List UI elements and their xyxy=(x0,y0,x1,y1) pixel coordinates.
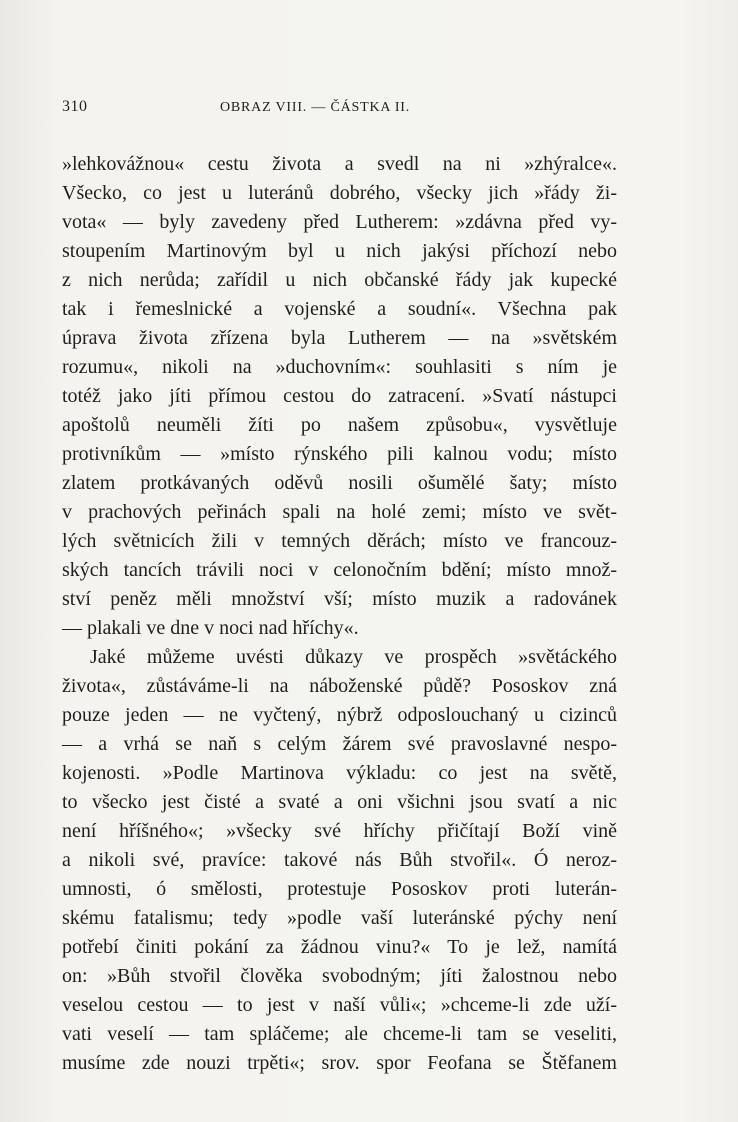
text-line: kojenosti. »Podle Martinova výkladu: co jest na světě, xyxy=(62,762,617,784)
text-line: pouze jeden — ne vyčtený, nýbrž odposlouchaný u cizinců xyxy=(62,704,617,726)
text-line: Jaké můžeme uvésti důkazy ve prospěch »světáckého xyxy=(90,646,617,668)
page-header xyxy=(62,98,682,122)
text-line: v prachových peřinách spali na holé zemi; místo ve svět- xyxy=(62,501,617,523)
text-line: úprava života zřízena byla Lutherem — na »světském xyxy=(62,327,617,349)
text-line: a nikoli své, pravíce: takové nás Bůh stvořil«. Ó neroz- xyxy=(62,849,617,871)
text-line: ských tancích trávili noci v celonočním bdění; místo množ- xyxy=(62,559,617,581)
text-line: — plakali ve dne v noci nad hříchy«. xyxy=(62,617,359,639)
text-line: protivníkům — »místo rýnského pili kalnou vodu; místo xyxy=(62,443,617,465)
body-text xyxy=(62,150,617,1078)
text-line: musíme zde nouzi trpěti«; srov. spor Feofana se Štěfanem xyxy=(62,1052,617,1074)
page-number: 310 xyxy=(62,98,88,115)
text-line: stoupením Martinovým byl u nich jakýsi příchozí nebo xyxy=(62,240,617,262)
text-line: života«, zůstáváme-li na náboženské půdě? Pososkov zná xyxy=(62,675,617,697)
text-line: ství peněz měli množství vší; místo muzik a radovánek xyxy=(62,588,617,610)
text-line: umnosti, ó smělosti, protestuje Pososkov proti luterán- xyxy=(62,878,617,900)
text-line: rozumu«, nikoli na »duchovním«: souhlasiti s ním je xyxy=(62,356,617,378)
text-line: z nich nerůda; zařídil u nich občanské řády jak kupecké xyxy=(62,269,617,291)
text-line: zlatem protkávaných oděvů nosili ošumělé šaty; místo xyxy=(62,472,617,494)
text-line: tak i řemeslnické a vojenské a soudní«. Všechna pak xyxy=(62,298,617,320)
text-line: vati veselí — tam spláčeme; ale chceme-li tam se veseliti, xyxy=(62,1023,617,1045)
text-line: potřebí činiti pokání za žádnou vinu?« To je lež, namítá xyxy=(62,936,617,958)
text-line: skému fatalismu; tedy »podle vaší luteránské pýchy není xyxy=(62,907,617,929)
text-line: to všecko jest čisté a svaté a oni všichni jsou svatí a nic xyxy=(62,791,617,813)
text-line: — a vrhá se naň s celým žárem své pravoslavné nespo- xyxy=(62,733,617,755)
text-line: on: »Bůh stvořil člověka svobodným; jíti žalostnou nebo xyxy=(62,965,617,987)
text-line: lých světnicích žili v temných děrách; místo ve francouz- xyxy=(62,530,617,552)
text-line: apoštolů neuměli žíti po našem způsobu«, vysvětluje xyxy=(62,414,617,436)
text-line: Všecko, co jest u luteránů dobrého, všecky jich »řády ži- xyxy=(62,182,617,204)
text-line: »lehkovážnou« cestu života a svedl na ni »zhýralce«. xyxy=(62,153,617,175)
running-head: OBRAZ VIII. — ČÁSTKA II. xyxy=(220,100,411,115)
text-line: totéž jako jíti přímou cestou do zatracení. »Svatí nástupci xyxy=(62,385,617,407)
text-line: vota« — byly zavedeny před Lutherem: »zdávna před vy- xyxy=(62,211,617,233)
text-line: veselou cestou — to jest v naší vůli«; »chceme-li zde uží- xyxy=(62,994,617,1016)
text-line: není hříšného«; »všecky své hříchy přičítají Boží vině xyxy=(62,820,617,842)
